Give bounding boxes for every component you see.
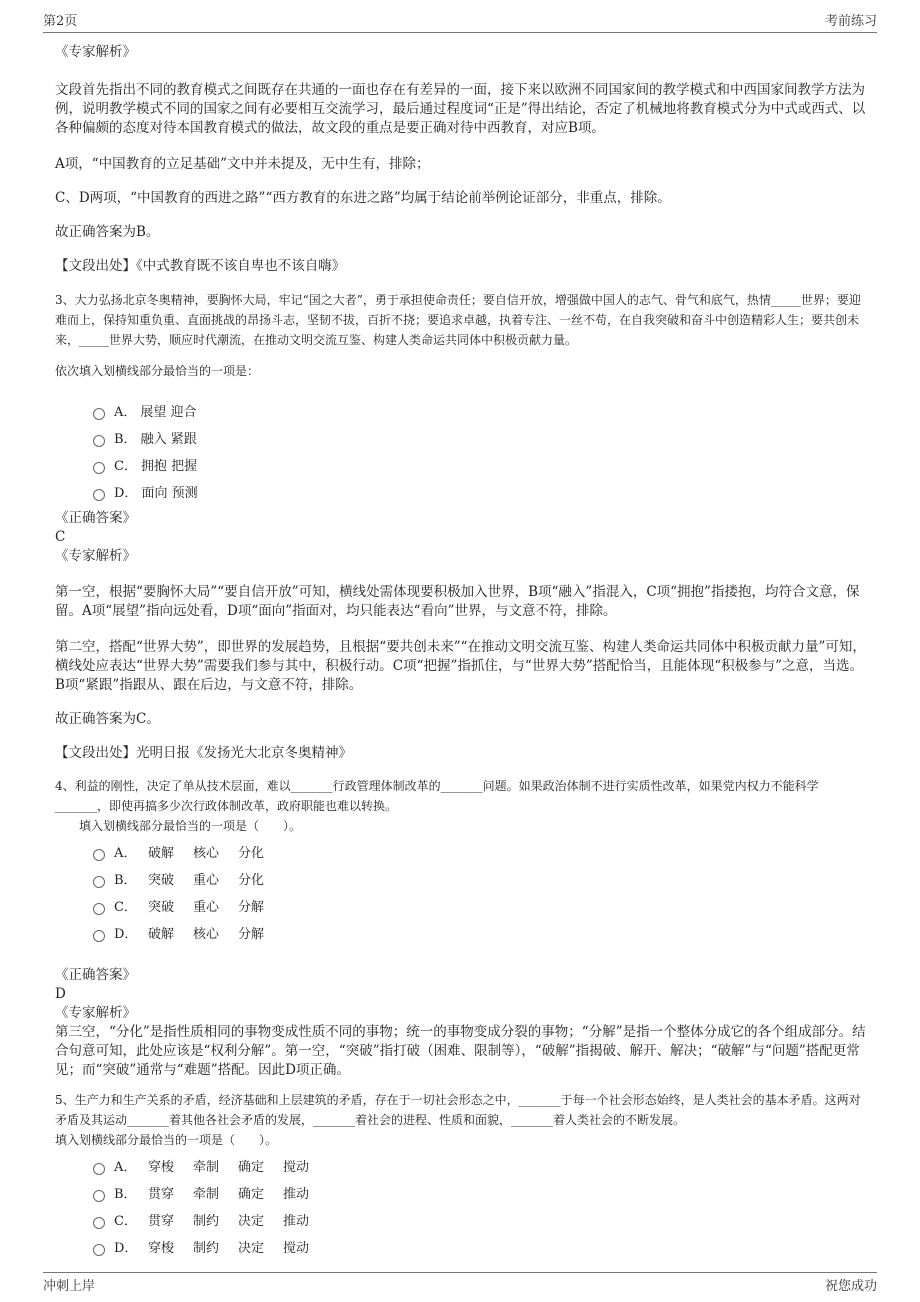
radio-icon[interactable] [93,903,105,915]
radio-icon[interactable] [93,489,105,501]
q5-options [93,1152,870,1260]
q4-option-c[interactable]: C． 突破 重心 分解 [93,892,870,919]
page-number: 第2页 [43,14,78,29]
page-header [43,10,877,33]
radio-icon[interactable] [93,1163,105,1175]
q3-option-c[interactable]: C． 拥抱 把握 [93,451,870,478]
q3-option-d[interactable]: D． 面向 预测 [93,478,870,505]
q4-answer: D [55,986,66,1002]
q2-source: 【文段出处】《中式教育既不该自卑也不该自嗨》 [55,258,346,274]
footer-slogan-left: 冲刺上岸 [43,1279,96,1294]
q3-analysis-label: 《专家解析》 [55,548,136,564]
q4-analysis: 第三空，“分化”是指性质相同的事物变成性质不同的事物；统一的事物变成分裂的事物；“分解”是指一个整体分成它的各个组成部分。结合句意可知，此处应该是“权利分解”。第一空，“突破”指打破（困难、限制等），“破解”指揭破、解开、解决；“破解”与“问题”搭配更常见；而“突破”通常与“难题”搭配。因此D项正确。 [55,1024,866,1078]
q3-answer-label: 《正确答案》 [55,510,136,526]
radio-icon[interactable] [93,876,105,888]
q5-option-b[interactable]: B． 贯穿 牵制 确定 推动 [93,1179,870,1206]
q3-option-a[interactable]: A． 展望 迎合 [93,397,870,424]
radio-icon[interactable] [93,462,105,474]
q4-prompt: 填入划横线部分最恰当的一项是（ ）。 [79,819,302,833]
q4-stem: 4、利益的刚性，决定了单从技术层面，难以_______行政管理体制改革的_______问题。如果政治体制不进行实质性改革，如果党内权力不能科学_______，即使再搞多少次行政体制改革，政府职能也难以转换。 [55,779,819,813]
q2-analysis-para1: 文段首先指出不同的教育模式之间既存在共通的一面也存在有差异的一面，接下来以欧洲不同国家间的教学模式和中西国家间教学方法为例，说明教学模式不同的国家之间有必要相互交流学习，最后通过程度词“正是”得出结论，否定了机械地将教育模式分为中式或西式、以各种偏颇的态度对待本国教育模式的做法，故文段的重点是要正确对待中西教育，对应B项。 [55,82,866,136]
radio-icon[interactable] [93,408,105,420]
footer-slogan-right: 祝您成功 [824,1279,877,1294]
q5-option-a[interactable]: A． 穿梭 牵制 确定 搅动 [93,1152,870,1179]
question-3 [55,290,870,763]
q3-analysis-para1: 第一空，根据“要胸怀大局”“要自信开放”可知，横线处需体现要积极加入世界，B项“融入”指混入，C项“拥抱”指搂抱，均符合文意，保留。A项“展望”指向远处看，D项“面向”指面对，均只能表达“看向”世界，与文意不符，排除。 [55,584,860,619]
q3-analysis-para2: 第二空，搭配“世界大势”，即世界的发展趋势，且根据“要共创未来”“在推动文明交流互鉴、构建人类命运共同体中积极贡献力量”可知，横线处应表达“世界大势”需要我们参与其中，积极行动。C项“把握”指抓住，与“世界大势”搭配恰当，且能体现“积极参与”之意，当选。B项“紧跟”指跟从、跟在后边，与文意不符，排除。 [55,639,866,693]
q3-analysis-para3: 故正确答案为C。 [55,711,160,727]
q2-analysis-para2: A项，“中国教育的立足基础”文中并未提及，无中生有，排除； [55,156,430,172]
q4-option-d[interactable]: D． 破解 核心 分解 [93,919,870,946]
radio-icon[interactable] [93,930,105,942]
q3-prompt: 依次填入划横线部分最恰当的一项是： [55,364,260,378]
document-content [55,40,870,1260]
q4-analysis-label: 《专家解析》 [55,1005,136,1021]
q5-option-d[interactable]: D． 穿梭 制约 决定 搅动 [93,1233,870,1260]
q4-option-a[interactable]: A． 破解 核心 分化 [93,838,870,865]
radio-icon[interactable] [93,1190,105,1202]
q4-options [93,838,870,946]
radio-icon[interactable] [93,849,105,861]
header-title: 考前练习 [824,14,877,29]
radio-icon[interactable] [93,435,105,447]
q5-stem: 5、生产力和生产关系的矛盾，经济基础和上层建筑的矛盾，存在于一切社会形态之中，_______于每一个社会形态始终，是人类社会的基本矛盾。这两对矛盾及其运动_______着其他各社会矛盾的发展，_______着社会的进程、性质和面貌，_______着人类社会的不断发展。 [55,1093,861,1127]
q4-answer-label: 《正确答案》 [55,967,136,983]
q2-analysis-para4: 故正确答案为B。 [55,224,160,240]
radio-icon[interactable] [93,1217,105,1229]
q4-option-b[interactable]: B． 突破 重心 分化 [93,865,870,892]
q3-options [93,397,870,505]
q2-analysis-label: 《专家解析》 [55,44,136,60]
radio-icon[interactable] [93,1244,105,1256]
q2-analysis-para3: C、D两项，“中国教育的西进之路”“西方教育的东进之路”均属于结论前举例论证部分，非重点，排除。 [55,190,671,206]
question-5 [55,1090,870,1260]
q3-stem: 3、大力弘扬北京冬奥精神，要胸怀大局，牢记“国之大者”，勇于承担使命责任；要自信开放，增强做中国人的志气、骨气和底气，热情_____世界；要迎难而上，保持知重负重、直面挑战的昂扬斗志，坚韧不拔，百折不挠；要追求卓越，执着专注、一丝不苟，在自我突破和奋斗中创造精彩人生；要共创未来，_____世界大势，顺应时代潮流，在推动文明交流互鉴、构建人类命运共同体中积极贡献力量。 [55,293,861,347]
q5-option-c[interactable]: C． 贯穿 制约 决定 推动 [93,1206,870,1233]
q3-option-b[interactable]: B． 融入 紧跟 [93,424,870,451]
q5-prompt: 填入划横线部分最恰当的一项是（ ）。 [55,1133,278,1147]
question-4 [55,776,870,1080]
q3-answer: C [55,529,66,545]
page-footer [43,1272,877,1299]
q3-source: 【文段出处】光明日报《发扬光大北京冬奥精神》 [55,745,352,761]
